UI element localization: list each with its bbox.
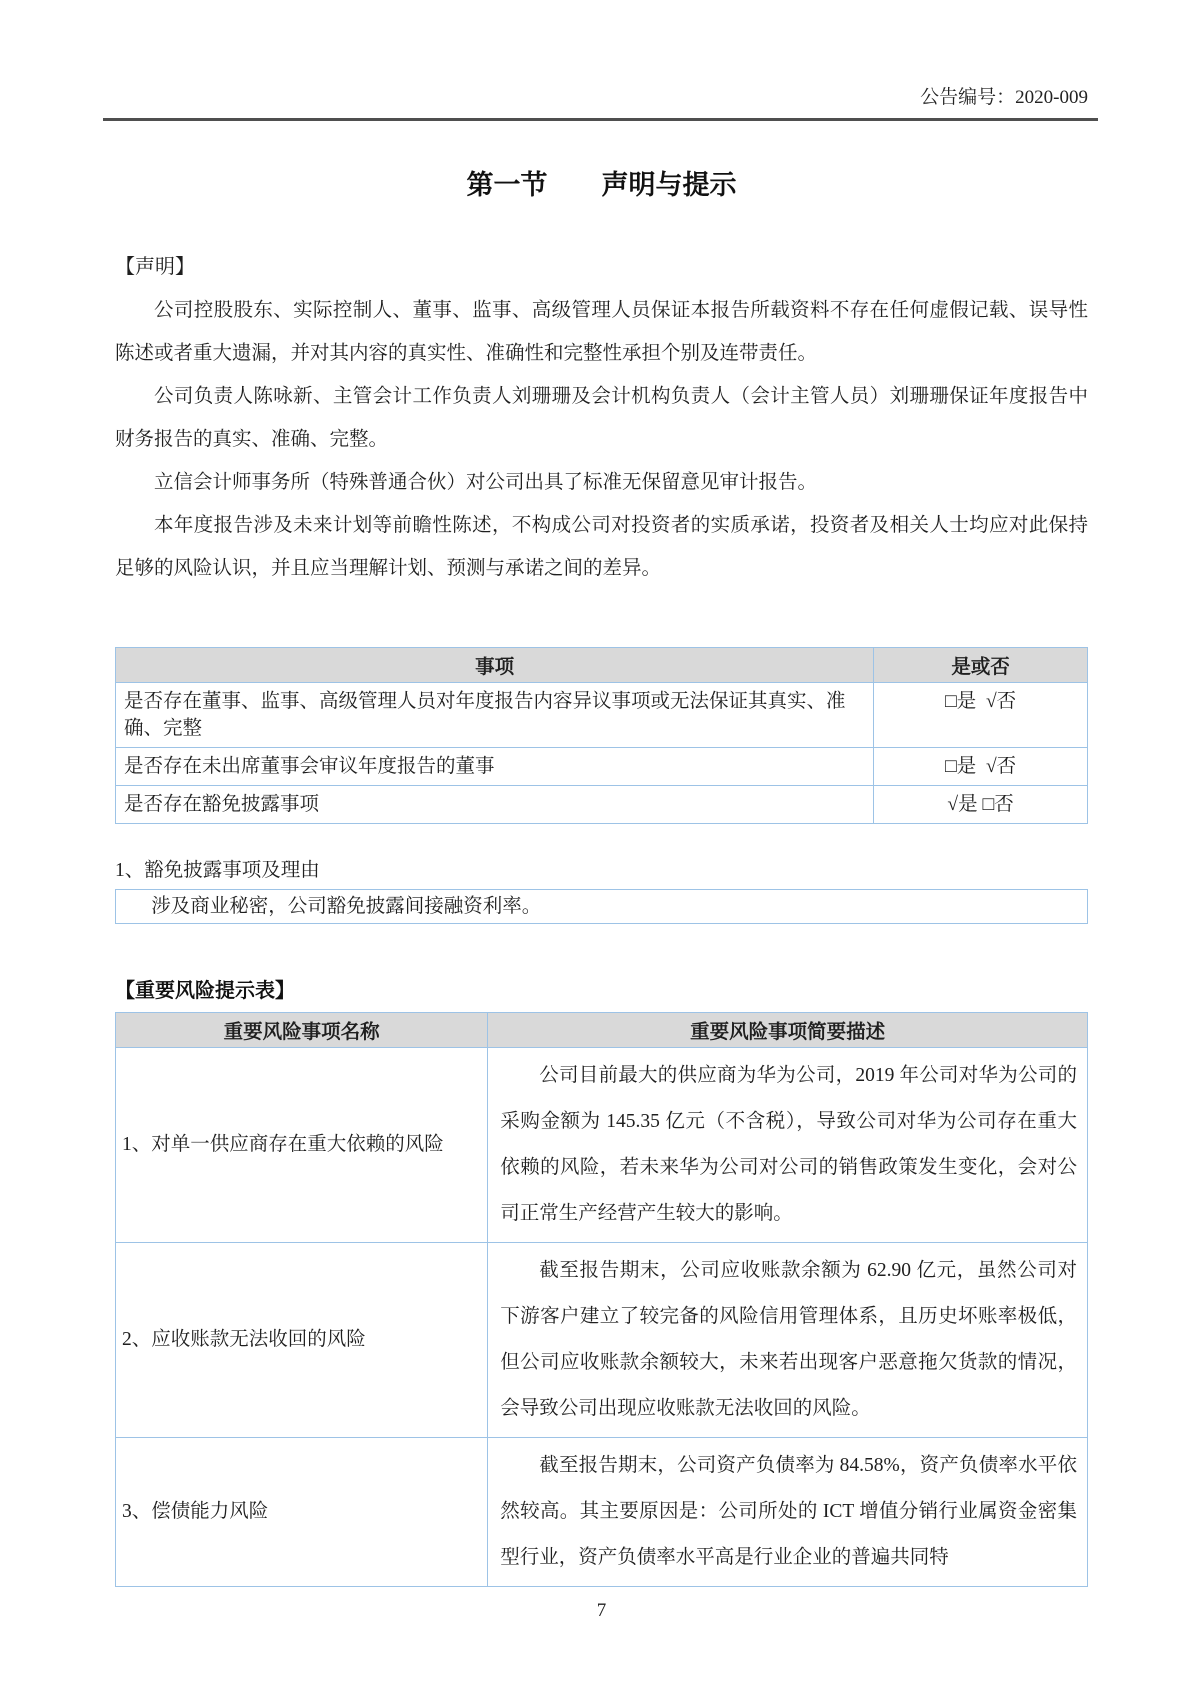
table-row [116,683,1088,748]
item-text: 是否存在董事、监事、高级管理人员对年度报告内容异议事项或无法保证其真实、准确、完整 [116,683,874,748]
risk-table-heading: 【重要风险提示表】 [115,980,295,1002]
risk-description: 截至报告期末，公司资产负债率为 84.58%，资产负债率水平依然较高。其主要原因是：公司所处的 ICT 增值分销行业属资金密集型行业，资产负债率水平高是行业企业的普遍共同特 [488,1438,1088,1587]
risk-description: 公司目前最大的供应商为华为公司，2019 年公司对华为公司的采购金额为 145.35 亿元（不含税），导致公司对华为公司存在重大依赖的风险，若未来华为公司对公司的销售政策发生变化，会对公司正常生产经营产生较大的影响。 [488,1048,1088,1243]
statement-section [115,246,1088,590]
item-text: 是否存在未出席董事会审议年度报告的董事 [116,748,874,786]
header-divider [103,118,1098,121]
answer-checkboxes: √是 □否 [874,786,1088,824]
table-row [116,1048,1088,1243]
column-header-risk-description: 重要风险事项简要描述 [488,1013,1088,1048]
column-header-item: 事项 [116,648,874,683]
table-header-row [116,648,1088,683]
answer-checkboxes: □是 √否 [874,683,1088,748]
table-row [116,748,1088,786]
column-header-risk-name: 重要风险事项名称 [116,1013,488,1048]
statement-paragraph: 立信会计师事务所（特殊普通合伙）对公司出具了标准无保留意见审计报告。 [154,472,818,493]
exemption-reason-box: 涉及商业秘密，公司豁免披露间接融资利率。 [115,889,1088,924]
statement-paragraph: 本年度报告涉及未来计划等前瞻性陈述，不构成公司对投资者的实质承诺，投资者及相关人士均应对此保持足够的风险认识，并且应当理解计划、预测与承诺之间的差异。 [115,515,1088,579]
table-row [116,1438,1088,1587]
statement-heading: 【声明】 [115,256,195,278]
risk-name: 1、对单一供应商存在重大依赖的风险 [116,1048,488,1243]
page-title: 第一节 声明与提示 [466,170,737,200]
item-text: 是否存在豁免披露事项 [116,786,874,824]
table-header-row [116,1013,1088,1048]
important-risk-table [115,1012,1088,1587]
risk-name: 2、应收账款无法收回的风险 [116,1243,488,1438]
column-header-yes-no: 是或否 [874,648,1088,683]
items-yes-no-table [115,647,1088,824]
announcement-number: 公告编号：2020-009 [920,87,1088,108]
exemption-section-heading: 1、豁免披露事项及理由 [115,860,320,881]
statement-paragraph: 公司控股股东、实际控制人、董事、监事、高级管理人员保证本报告所载资料不存在任何虚假记载、误导性陈述或者重大遗漏，并对其内容的真实性、准确性和完整性承担个别及连带责任。 [115,300,1088,364]
risk-name: 3、偿债能力风险 [116,1438,488,1587]
table-row [116,1243,1088,1438]
page-number: 7 [596,1600,607,1621]
risk-description: 截至报告期末，公司应收账款余额为 62.90 亿元，虽然公司对下游客户建立了较完备的风险信用管理体系，且历史坏账率极低，但公司应收账款余额较大，未来若出现客户恶意拖欠货款的情况，会导致公司出现应收账款无法收回的风险。 [488,1243,1088,1438]
table-row [116,786,1088,824]
answer-checkboxes: □是 √否 [874,748,1088,786]
statement-paragraph: 公司负责人陈咏新、主管会计工作负责人刘珊珊及会计机构负责人（会计主管人员）刘珊珊保证年度报告中财务报告的真实、准确、完整。 [115,386,1088,450]
